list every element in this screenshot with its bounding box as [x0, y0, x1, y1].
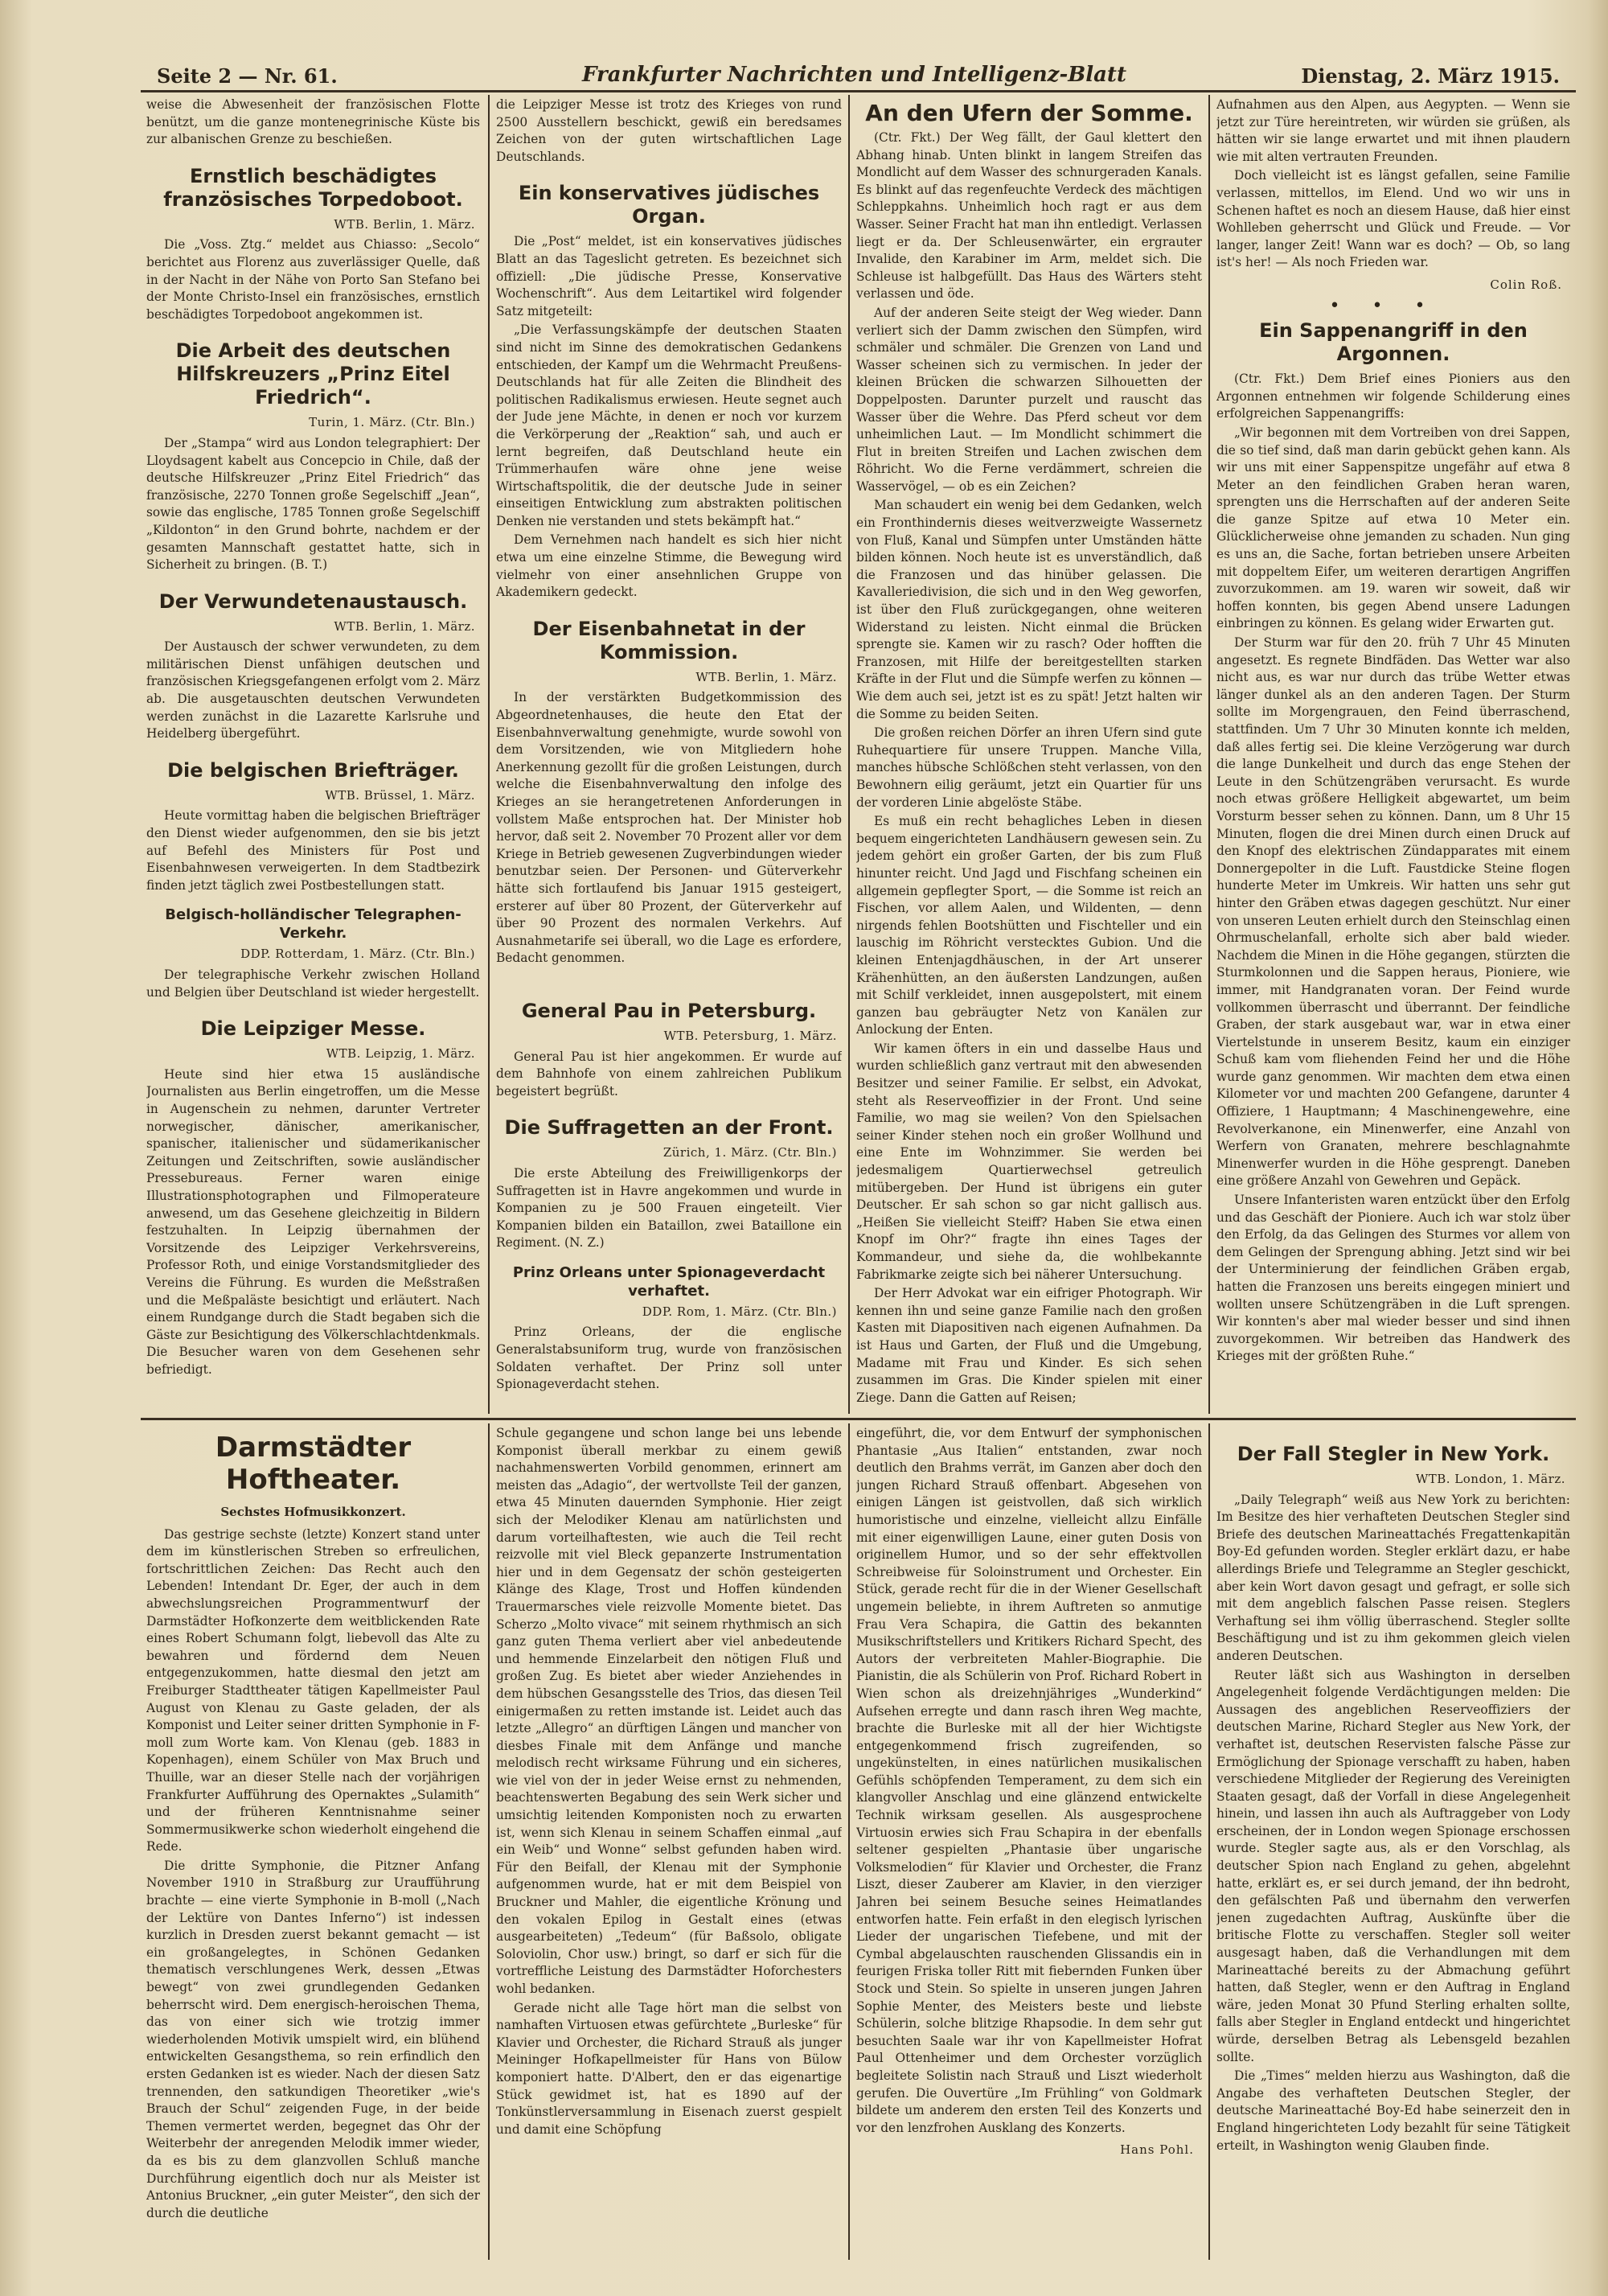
- headline-verwundetenaustausch: Der Verwundetenaustausch.: [158, 589, 468, 613]
- article-text: Die erste Abteilung des Freiwilligenkorps der Suffragetten ist in Havre angekommen und wurde in Kompanien zu je 500 Frauen eingeteilt. Vier Kompanien bilden ein Bataillon, zwei Bataillone ein Regiment. (N. Z.): [496, 1165, 842, 1251]
- headline-ufern-der-somme: An den Ufern der Somme.: [865, 100, 1193, 126]
- review-text: Schule gegangene und schon lange bei uns lebende Komponist überall merkbar zu einem gewiß nachahmenswerten Vorbild genommen, erinnert am meisten das „Adagio“, der wertvollste Teil der ganzen, etwa 45 Minuten dauernden Symphonie. Hier zeigt sich der Melodiker Klenau am natürlichsten und darum vorteilhaftesten, wie auch die Teil recht reizvolle mit viel Bleck gepanzerte Instrumentation hier und in dem Gegensatz der schön gesteigerten Klänge des Klage, Trost und Hoffen kündenden Trauermarsches viele reizvolle Momente bietet. Das Scherzo „Molto vivace“ mit seinem rhythmisch an sich ganz guten Thema verliert aber viel anbedeutende und hemmende Einzelarbeit den nötigen Fluß und großen Zug. Es bietet aber wieder Anziehendes in dem hübschen Gesangsstelle des Trios, das diesen Teil einigermaßen zu retten imstande ist. Leidet auch das letzte „Allegro“ an dürftigen Längen und mancher von diesbes Finale mit dem Anfänge und manche melodisch recht wirksame Führung und ein sicheres, wie viel von der in jeder Weise ernst zu nehmenden, beachtenswerten Begabung des sein Werk sicher und umsichtig leitenden Komponisten noch zu erwarten ist, wenn sich Klenau in seinem Schaffen einmal „auf ein Weib“ und Wonne“ selbst gefunden haben wird. Für den Beifall, der Klenau mit der Symphonie aufgenommen wurde, hat er mit dem Beispiel von Bruckner und Mahler, die eigentliche Krönung und den vokalen Epilog in Gestalt eines (etwas ausgearbeiteten) „Tedeum“ (für Baßsolo, obligate Soloviolin, Chor usw.) bringt, so darf er sich für die vortreffliche Leistung des Darmstädter Hoforchesters wohl bedanken.: [496, 1426, 842, 1996]
- headline-leipziger-messe: Die Leipziger Messe.: [200, 1017, 426, 1041]
- lead-paragraph: die Leipziger Messe ist trotz des Krieges von rund 2500 Ausstellern beschickt, gewiß ein beredsames Zeichen von der guten wirtschaftlichen Lage Deutschlands.: [496, 97, 842, 164]
- review-text: Gerade nicht alle Tage hört man die selbst von namhaften Virtuosen etwas gefürchtete „Burleske“ für Klavier und Orchester, die Richard Strauß als junger Meininger Hofkapellmeister für Hans von Bülow komponiert hatte. D'Albert, den er das eigenartige Stück gewidmet ist, hat es 1890 auf der Tonkünstlerversammlung in Eisenach zuerst gespielt und damit eine Schöpfung: [496, 2000, 842, 2137]
- review-text: Die dritte Symphonie, die Pitzner Anfang November 1910 in Straßburg zur Uraufführung brachte — eine vierte Symphonie in B-moll („Nach der Lektüre von Dantes Inferno“) ist indessen kurzlich in Dresden zuerst bekannt gemacht — ist ein großangelegtes, in Schönen Gedanken thematisch verschlungenes Werk, dessen „Etwas bewegt“ von zwei grundlegenden Gedanken beherrscht wird. Dem energisch-heroischen Thema, das von einer sich wie trotzig immer wiederholenden Motivik umspielt wird, ein blühend entwickelten Gesangsthema, so rein erfindlich den ersten Gedanken ist es wieder. Nach der diesen Satz trennenden, den satkundigen Theoretiker „wie's Brauch der Schul“ zeigenden Fuge, in der beide Themen vermertet werden, begegnet das Ohr der Weiterbehr der anregenden Melodik immer wieder, da es bis zu dem glanzvollen Schluß manche Durchführung eigentlich doch nur als Meister ist Antonius Bruckner, „ein guter Meister“, den sich der durch die deutliche: [146, 1858, 480, 2220]
- article-text: Die „Voss. Ztg.“ meldet aus Chiasso: „Secolo“ berichtet aus Florenz aus zuverlässiger Quelle, daß in der Nacht in der Nähe von Porto San Stefano bei der Monte Christo-Insel ein französisches, ernstlich beschädigtes Torpedoboot angekommen ist.: [146, 237, 480, 322]
- dateline: Zürich, 1. März. (Ctr. Bln.): [662, 1145, 837, 1160]
- header-rule: [141, 90, 1576, 92]
- article-text: Auf der anderen Seite steigt der Weg wieder. Dann verliert sich der Damm zwischen den Sümpfen, wird schmäler und schmäler. Die Grenzen von Land und Wasser scheinen sich zu vermischen. In jeder der kleinen Brücken die schwarzen Silhouetten der Doppelposten. Darunter purzelt und rauscht das Wasser über die Wehre. Das Pferd scheut vor dem unheimlichen Laut. — Im Mondlicht schimmert die Flut in breiten Streifen und Lachen zwischen dem Röhricht. Wo die Ferne verdämmert, schreien die Wasservögel, — ob es ein Zeichen?: [856, 305, 1202, 494]
- article-text: Unsere Infanteristen waren entzückt über den Erfolg und das Geschäft der Pioniere. Auch ich war stolz über den Erfolg, da das Gelingen des Sturmes vor allem von dem Gelingen der Sprengung abhing. Jetzt sind wir bei der Unterminierung der feindlichen Gräben ergab, hatten die Franzosen uns bereits eingegen miniert und wollten unsere Schützengräben in die Luft sprengen. Wir konnten's aber mal wieder besser und sind ihnen zuvorgekommen. Wir betreiben das Handwerk des Krieges mit der größten Ruhe.“: [1216, 1193, 1570, 1364]
- article-quote: „Die Verfassungskämpfe der deutschen Staaten sind nicht im Sinne des demokratischen Gedankens entschieden, der Kampf um die Wehrmacht Preußens-Deutschlands hat für alle Zeiten die Blindheit des politischen Radikalismus erwiesen. Heute segnet auch der Jude jene Mächte, in denen er noch vor kurzem die Verkörperung der „Reaktion“ sah, und auch er lernt begreifen, daß Deutschland heute ein Trümmerhaufen wäre ohne jene weise Wirtschaftspolitik, die der deutsche Jude in seiner einseitigen Entwicklung zum abstrakten politischen Denken nie verstanden und stets bekämpft hat.“: [496, 322, 842, 528]
- bottom-column-2: [496, 1425, 842, 2257]
- headline-brieftraeger: Die belgischen Briefträger.: [167, 758, 459, 782]
- article-text: „Daily Telegraph“ weiß aus New York zu berichten: Im Besitze des hier verhafteten Deutschen Stegler sind Briefe des deutschen Marineattachés Fregattenkapitän Boy-Ed gefunden worden. Stegler erklärt dazu, er habe allerdings Briefe und Telegramme an Stegler geschickt, aber kein Wort davon gesagt und gefragt, er solle sich mit dem angeblich falschen Passe reisen. Steglers Verhaftung sei ihm völlig überraschend. Stegler sollte Beschäftigung und ist zu ihm gekommen gleich vielen anderen Deutschen.: [1216, 1492, 1570, 1663]
- author-signature: Colin Roß.: [1490, 277, 1562, 292]
- article-text: Die großen reichen Dörfer an ihren Ufern sind gute Ruhequartiere für unsere Truppen. Manche Villa, manches hübsche Schlößchen steht verlassen, von den Bewohnern eilig geräumt, jetzt ein Quartier für uns der vorderen Linie abgelöste Stäbe.: [856, 725, 1202, 810]
- review-text: Das gestrige sechste (letzte) Konzert stand unter dem im künstlerischen Streben so erfreulichen, fortschrittlichen Zeichen: Das Recht auch den Lebenden! Intendant Dr. Eger, der auch in dem abwechslungsreichen Programmentwurf der Darmstädter Hofkonzerte dem weitblickenden Rate eines Robert Schumann folgt, liebevoll das Alte zu bewahren und fördernd dem Neuen entgegenzukommen, hatte diesmal den jetzt am Freiburger Stadttheater tätigen Kapellmeister Paul August von Klenau zu Gaste geladen, der als Komponist und Leiter seiner dritten Symphonie in F-moll zum Worte kam. Von Klenau (geb. 1883 in Kopenhagen), einem Schüler von Max Bruch und Thuille, war an dieser Stelle nach der vorjährigen Frankfurter Aufführung des Opernaktes „Sulamith“ und der früheren Kenntnisnahme seiner Sommermusikwerke schon wiederholt eingehend die Rede.: [146, 1526, 480, 1854]
- author-signature: Hans Pohl.: [1120, 2142, 1194, 2158]
- dateline: WTB. Berlin, 1. März.: [695, 669, 837, 684]
- article-text: Heute vormittag haben die belgischen Briefträger den Dienst wieder aufgenommen, den sie bis jetzt auf Befehl des Ministers für Post und Eisenbahnwesen verweigerten. In dem Stadtbezirk finden jetzt täglich zwei Postbestellungen statt.: [146, 808, 480, 893]
- column-1: [146, 97, 480, 1411]
- headline-general-pau: General Pau in Petersburg.: [521, 999, 817, 1022]
- bottom-column-4: [1216, 1425, 1570, 2257]
- section-dots: •••: [1329, 295, 1458, 316]
- headline-fall-stegler: Der Fall Stegler in New York.: [1237, 1443, 1550, 1465]
- article-text: Der Herr Advokat war ein eifriger Photograph. Wir kennen ihn und seine ganze Familie nach den großen Kasten mit Diapositiven nach eigenen Aufnahmen. Da ist Haus und Garten, der Fluß und die Umgebung, Madame mit Frau und Kinder. Es sich sehen zusammen im Gras. Die Kinder spielen mit einer Ziege. Dann die Gatten auf Reisen;: [856, 1286, 1202, 1405]
- article-text: Heute sind hier etwa 15 ausländische Journalisten aus Berlin eingetroffen, um die Messe in Augenschein zu nehmen, darunter Vertreter norwegischer, dänischer, amerikanischer, spanischer, italienischer und südamerikanischer Zeitungen und Zeitschriften, sowie ausländischer Pressebureaus. Ferner waren einige Illustrationsphotographen und Filmoperateure anwesend, um das Gesehene gleichzeitig in Bildern festzuhalten. In Leipzig übernahmen der Vorsitzende des Leipziger Verkehrsvereins, Professor Roth, und einige Vorstandsmitglieder des Vereins die Führung. Es wurden die Meßstraßen und die Meßpaläste besichtigt und erläutert. Nach einem Rundgange durch die Stadt begaben sich die Gäste zur Besichtigung des Völkerschlachtdenkmals. Die Besucher waren von dem Gesehenen sehr befriedigt.: [146, 1066, 480, 1377]
- dateline: WTB. Leipzig, 1. März.: [326, 1046, 475, 1062]
- article-text: Doch vielleicht ist es längst gefallen, seine Familie verlassen, mittellos, im Elend. Und wo wir uns in Schenen haftet es noch an diesem Hause, daß hier einst Wohlleben geherrscht und Glück und Freude. — Vor langer, langer Zeit! Wann war es doch? — Ob, so lang ist's her! — Als noch Frieden war.: [1216, 168, 1570, 270]
- review-text: eingeführt, die, vor dem Entwurf der symphonischen Phantasie „Aus Italien“ entstanden, zwar noch deutlich den Brahms verrät, im Ganzen aber doch den jungen Richard Strauß offenbart. Abgesehen von einigen Längen ist geistvollen, daß sich wirklich humoristische und einzelne, vielleicht allzu Einfälle mit einer eigenwilligen Laune, einer guten Dosis von originellem Humor, und so der sehr effektvollen Schreibweise für Soloinstrument und Orchester. Ein Stück, gerade recht für die in der Wiener Gesellschaft ungemein beliebte, in ihrem Auftreten so anmutige Frau Vera Schapira, die Gattin des bekannten Musikschriftstellers und Kritikers Richard Specht, des Autors der verbreiteten Mahler-Biographie. Die Pianistin, die als Schülerin von Prof. Richard Robert in Wien schon als dreizehnjähriges „Wunderkind“ Aufsehen erregte und dann rasch ihren Weg machte, brachte die Burleske mit all der hier Wichtigste entgegenkommend frisch zugreifenden, so ungekünstelten, in eines natürlichen musikalischen Gefühls schöpfenden Temperament, zu dem sich ein klangvoller Anschlag und eine glänzend entwickelte Technik wirksam gesellen. Als ausgesprochene Virtuosin erwies sich Frau Schapira in der ebenfalls seltener gespielten „Phantasie über ungarische Volksmelodien“ für Klavier und Orchester, die Franz Liszt, dieser Zauberer am Klavier, in den vierziger Jahren bei seinem Besuche seines Heimatlandes entworfen hatte. Fein erfaßt in den elegisch lyrischen Lieder der ungarischen Tiefebene, und mit der Cymbal abgelauschten rauschenden Glissandis ein in feurigen Friska toller Ritt mit fiebernden Funken über Stock und Stein. So spielte in unseren jungen Jahren Sophie Menter, des Meisters beste und liebste Schülerin, solche blitzige Rhapsodie. In dem sehr gut besuchten Saale war ihr von Kapellmeister Hofrat Paul Ottenheimer und dem Orchester vorzüglich begleitete Solistin nach Strauß und Liszt wiederholt gerufen. Die Ouvertüre „Im Frühling“ von Goldmark bildete um anderem den ersten Teil des Konzerts und vor den lenzfrohen Ausklang des Konzerts.: [856, 1426, 1202, 2135]
- column-divider: [848, 1423, 850, 2260]
- column-4: [1216, 97, 1570, 1411]
- article-text: In der verstärkten Budgetkommission des Abgeordnetenhauses, die heute den Etat der Eisenbahnverwaltung genehmigte, wurde sowohl von dem Vorsitzenden, wie von Mitgliedern hohe Anerkennung gezollt für die großen Leistungen, durch welche die Eisenbahnverwaltung den infolge des Krieges an sie herangetretenen Anforderungen in vollstem Maße entsprochen hat. Der Minister hob hervor, daß seit 2. November 70 Prozent aller vor dem Kriege in Betrieb gewesenen Zugverbindungen wieder benutzbar seien. Der Personen- und Güterverkehr hätte sich fortlaufend bis Januar 1915 gesteigert, ersterer auf über 80 Prozent, der Güterverkehr auf über 90 Prozent des normalen Verkehrs. Auf Ausnahmetarife sei überall, wo die Lage es erfordere, Bedacht genommen.: [496, 690, 842, 966]
- lead-paragraph: weise die Abwesenheit der französischen Flotte benützt, um die ganze montenegrinische Küste bis zur albanischen Grenze zu beschießen.: [146, 97, 480, 147]
- bottom-column-3: [856, 1425, 1202, 2257]
- bottom-column-1: [146, 1425, 480, 2257]
- column-divider: [488, 95, 490, 1414]
- article-text: Der „Stampa“ wird aus London telegraphiert: Der Lloydsagent kabelt aus Concepcio in Chile, daß der deutsche Hilfskreuzer „Prinz Eitel Friedrich“ das französische, 2270 Tonnen große Segelschiff „Jean“, sowie das englische, 1785 Tonnen große Segelschiff „Kildonton“ in den Grund bohrte, nachdem er der gesamten Mannschaft gestattet hatte, sich in Sicherheit zu bringen. (B. T.): [146, 435, 480, 573]
- article-text: Der Austausch der schwer verwundeten, zu dem militärischen Dienst unfähigen deutschen und französischen Kriegsgefangenen erfolgt vom 2. März ab. Die ausgetauschten deutschen Verwundeten werden zunächst in die Lazarette Karlsruhe und Heidelberg übergeführt.: [146, 639, 480, 741]
- dateline: WTB. London, 1. März.: [1415, 1472, 1565, 1486]
- headline-sappenangriff: Ein Sappenangriff in den Argonnen.: [1259, 319, 1528, 366]
- article-text: (Ctr. Fkt.) Dem Brief eines Pioniers aus den Argonnen entnehmen wir folgende Schilderung eines erfolgreichen Sappenangriffs:: [1216, 372, 1570, 421]
- article-text: Reuter läßt sich aus Washington in derselben Angelegenheit folgende Verdächtigungen melden: Die Aussagen des angeblichen Reserveoffiziers der deutschen Marine, Richard Stegler aus New York, der verhaftet ist, deutschen Reservisten falsche Pässe zur Ermöglichung der Spionage verschafft zu haben, haben verschiedene Mitglieder der Regierung des Vereinigten Staaten gesagt, daß der Vorfall in diese Angelegenheit hinein, und lassen ihn auch als Auftraggeber von Lody erscheinen, der in London wegen Spionage erschossen wurde. Stegler sagte aus, als er den Vorschlag, als deutscher Spion nach England zu gehen, abgelehnt hatte, erklärt es, er sei durch jemand, der ihn bedroht, den gefälschten Paß und übernahm den verwerfen jenen zugedachten Auftrag, Auskünfte über die britische Flotte zu verschaffen. Stegler soll weiter ausgesagt haben, daß die Verhandlungen mit dem Marineattaché bereits zu der Abmachung geführt hatten, daß Stegler, wenn er den Auftrag in England wäre, jeden Monat 30 Pfund Sterling erhalten sollte, falls aber Stegler in England entdeckt und hingerichtet würde, derselben Betrag als Lebensgeld bezahlen sollte.: [1216, 1667, 1570, 2064]
- dateline: WTB. Petersburg, 1. März.: [663, 1028, 837, 1043]
- page-header: [141, 58, 1568, 90]
- headline-juedisches-organ: Ein konservatives jüdisches Organ.: [518, 182, 820, 228]
- article-text: Aufnahmen aus den Alpen, aus Aegypten. — Wenn sie jetzt zur Türe hereintreten, wir würden sie grüßen, als hätten wir sie lange erwartet und mit ihnen plaudern wie mit alten vertrauten Freunden.: [1216, 97, 1570, 164]
- article-text: Wir kamen öfters in ein und dasselbe Haus und wurden schließlich ganz vertraut mit den abwesenden Besitzer und seiner Familie. Er selbst, ein Advokat, steht als Reserveoffizier in der Front. Und seine Familie, wo mag sie weilen? Von den Spielsachen seiner Kinder stehen noch ein großer Wollhund und eine Ente im Wohnzimmer. Sie werden bei jedesmaligem Quartierwechsel getreulich mitübergeben. Der Hund ist übrigens ein guter Deutscher. Er sah schon so gar nicht gallisch aus. „Heißen Sie vielleicht Steiff? Haben Sie etwa einen Knopf im Ohr?“ fragte ihn eines Tages der Kommandeur, und siehe da, die wohlbekannte Fabrikmarke zeigte sich bei näherer Untersuchung.: [856, 1041, 1202, 1282]
- dateline: DDP. Rom, 1. März. (Ctr. Bln.): [642, 1304, 837, 1319]
- newspaper-title: Frankfurter Nachrichten und Intelligenz-Blatt: [582, 63, 1126, 87]
- issue-date: Dienstag, 2. März 1915.: [1301, 64, 1560, 88]
- column-3: [856, 97, 1202, 1411]
- dateline: Turin, 1. März. (Ctr. Bln.): [309, 415, 475, 430]
- headline-hoftheater: Darmstädter Hoftheater.: [215, 1431, 412, 1496]
- dateline: WTB. Berlin, 1. März.: [334, 216, 475, 232]
- article-text: Der telegraphische Verkehr zwischen Holland und Belgien über Deutschland ist wieder hergestellt.: [146, 967, 480, 1000]
- column-divider: [1208, 95, 1210, 1414]
- dateline: WTB. Brüssel, 1. März.: [325, 787, 475, 803]
- article-text: „Wir begonnen mit dem Vortreiben von drei Sappen, die so tief sind, daß man darin gebückt gehen kann. Als wir uns mit einer Sappenspitze ungefähr auf etwa 8 Meter an den feindlichen Graben heran waren, sprengten uns die Herrschaften auf der anderen Seite die ganze Spitze auf etwa 10 Meter ein. Glücklicherweise ohne jemanden zu schaden. Nun ging es uns an, die Sache, fortan betrieben unsere Arbeiten mit doppeltem Eifer, um weiteren derartigen Angriffen zuvorzukommen. am 19. waren wir soweit, daß wir hoffen konnten, bis gegen Abend unsere Ladungen einbringen zu können. Es gelang wider Erwarten gut.: [1216, 425, 1570, 631]
- article-text: Der Sturm war für den 20. früh 7 Uhr 45 Minuten angesetzt. Es regnete Bindfäden. Das Wetter war also nicht aus, es war nur durch das trübe Wetter etwas länger dunkel als an den anderen Tagen. Der Sturm sollte im Morgengrauen, den Feind überraschend, stattfinden. Um 7 Uhr 30 Minuten konnte ich melden, daß alles fertig sei. Die kleine Verzögerung war durch die lange Dunkelheit und durch das enge Stehen der Leute in den Schützengräben verursacht. Es wurde noch etwas größere Helligkeit abgewartet, um beim Vorsturm besser sehen zu können. Dann, um 8 Uhr 15 Minuten, flogen die drei Minen durch einen Druck auf den Knopf des elektrischen Zündapparates mit einem Donnergepolter in die Luft. Faustdicke Steine flogen hunderte Meter im Umkreis. Wir hatten uns sehr gut hinter den Gräben etwas dagegen geschützt. Nur einer von unseren Leuten erhielt durch den Steinschlag einen Ohrmuschelanfall, erholte sich aber bald wieder. Nachdem die Minen in die Höhe gegangen, stürzten die Sturmkolonnen und die Sappen heraus, Pioniere, wie immer, mit Handgranaten voran. Der Feind wurde vollkommen überrascht und überrannt. Der feindliche Graben, der stark ausgebaut war, war in etwa einer Viertelstunde in unserem Besitz, kaum ein einziger Schuß kam vom fliehenden Feind her und die Höhe wurde ganz genommen. Wir machten dem etwa einen Kilometer vor und machten 200 Gefangene, darunter 4 Offiziere, 1 Hauptmann; 4 Maschinengewehre, eine Revolverkanone, ein Minenwerfer, eine Anzahl von Werfern von Granaten, mehrere beschlagnahmte Minenwerfer wurden in die Höhe gesprengt. Daneben eine größere Anzahl von Gewehren und Gepäck.: [1216, 635, 1570, 1189]
- dateline: WTB. Berlin, 1. März.: [334, 618, 475, 634]
- column-divider: [488, 1423, 490, 2260]
- article-text: Es muß ein recht behagliches Leben in diesen bequem eingerichteten Landhäusern gewesen sein. Zu jedem gehört ein großer Garten, der bis zum Fluß hinunter reicht. Und Jagd und Fischfang scheinen ein allgemein gepflegter Sport, — die Somme ist reich an Fischen, vor allem Aalen, und Wildenten, — denn nirgends fehlen Bootshütten und Fischteller und ein lauschig im Röhricht verstecktes Gubion. Und die kleinen Entenjagdhäuschen, in der Art unserer Krähenhütten, an den äußersten Landzungen, außen mit Schilf verkleidet, innen ausgepolstert, mit einem ganzen bau gebräugter Netz von Kanälen zur Anlockung der Enten.: [856, 814, 1202, 1037]
- headline-telegraphen-verkehr: Belgisch-holländischer Telegraphen-Verkehr.: [165, 906, 461, 943]
- page-number: Seite 2 — Nr. 61.: [157, 64, 338, 88]
- subheadline: Sechstes Hofmusikkonzert.: [220, 1505, 406, 1519]
- headline-suffragetten: Die Suffragetten an der Front.: [504, 1116, 834, 1140]
- headline-eisenbahnetat: Der Eisenbahnetat in der Kommission.: [532, 617, 806, 663]
- article-text: (Ctr. Fkt.) Der Weg fällt, der Gaul klettert den Abhang hinab. Unten blinkt in langem Streifen das Mondlicht auf dem Wasser des schnurgeraden Kanals. Es blinkt auf das regenfeuchte Verdeck des mächtigen Schleppkahns. Unheimlich hoch ragt er aus dem Wasser. Seiner Fracht hat man ihn entledigt. Verlassen liegt er da. Der Schleusenwärter, ein ergrauter Invalide, den Karabiner im Arm, meldet sich. Die Schleuse ist halbgefüllt. Das Haus des Wärters steht verlassen und öde.: [856, 130, 1202, 302]
- headline-torpedoboot: Ernstlich beschädigtes französisches Torpedoboot.: [163, 164, 463, 211]
- article-text: Die „Times“ melden hierzu aus Washington, daß die Angabe des verhafteten Deutschen Stegler, der deutsche Marineattaché Boy-Ed habe seinerzeit den in England hingerichteten Lody bezahlt für seine Tätigkeit erteilt, in Washington wenig Glauben finde.: [1216, 2068, 1570, 2153]
- column-divider: [1208, 1423, 1210, 2260]
- dateline: DDP. Rotterdam, 1. März. (Ctr. Bln.): [240, 947, 475, 962]
- article-text: Dem Vernehmen nach handelt es sich hier nicht etwa um eine einzelne Stimme, die Bewegung wird vielmehr von einer ansehnlichen Gruppe von Akademikern gedeckt.: [496, 532, 842, 600]
- headline-prinz-orleans: Prinz Orleans unter Spionageverdacht verhaftet.: [512, 1263, 826, 1300]
- article-text: Die „Post“ meldet, ist ein konservatives jüdisches Blatt an das Tageslicht getreten. Es bezeichnet sich offiziell: „Die jüdische Presse, Konservative Wochenschrift“. Aus dem Leitartikel wird folgender Satz mitgeteilt:: [496, 234, 842, 318]
- article-text: General Pau ist hier angekommen. Er wurde auf dem Bahnhofe von einem zahlreichen Publikum begeistert begrüßt.: [496, 1049, 842, 1099]
- article-text: Prinz Orleans, der die englische Generalstabsuniform trug, wurde von französischen Soldaten verhaftet. Der Prinz soll unter Spionageverdacht stehen.: [496, 1325, 842, 1392]
- section-separator: [141, 1418, 1576, 1420]
- article-text: Man schaudert ein wenig bei dem Gedanken, welch ein Fronthindernis dieses weitverzweigte Wassernetz von Fluß, Kanal und Sümpfen unter Umständen hätte bilden können. Noch heute ist es unverständlich, daß die Franzosen und das hinüber gelassen. Die Kavalleriedivision, die sich und in den Weg geworfen, ist über den Fluß zurückgegangen, ohne weiteren Widerstand zu leisten. Nicht einmal die Brücken sprengte sie. Kamen wir zu rasch? Oder hofften die Franzosen, mit Hilfe der bereitgestellten starken Kräfte in der Flut und die Sümpfe werfen zu können — Wie dem auch sei, jetzt ist es zu spät! Jetzt halten wir die Somme zu beiden Seiten.: [856, 498, 1202, 721]
- column-divider: [848, 95, 850, 1414]
- column-2: [496, 97, 842, 1411]
- headline-hilfskreuzer: Die Arbeit des deutschen Hilfskreuzers „Prinz Eitel Friedrich“.: [175, 339, 451, 409]
